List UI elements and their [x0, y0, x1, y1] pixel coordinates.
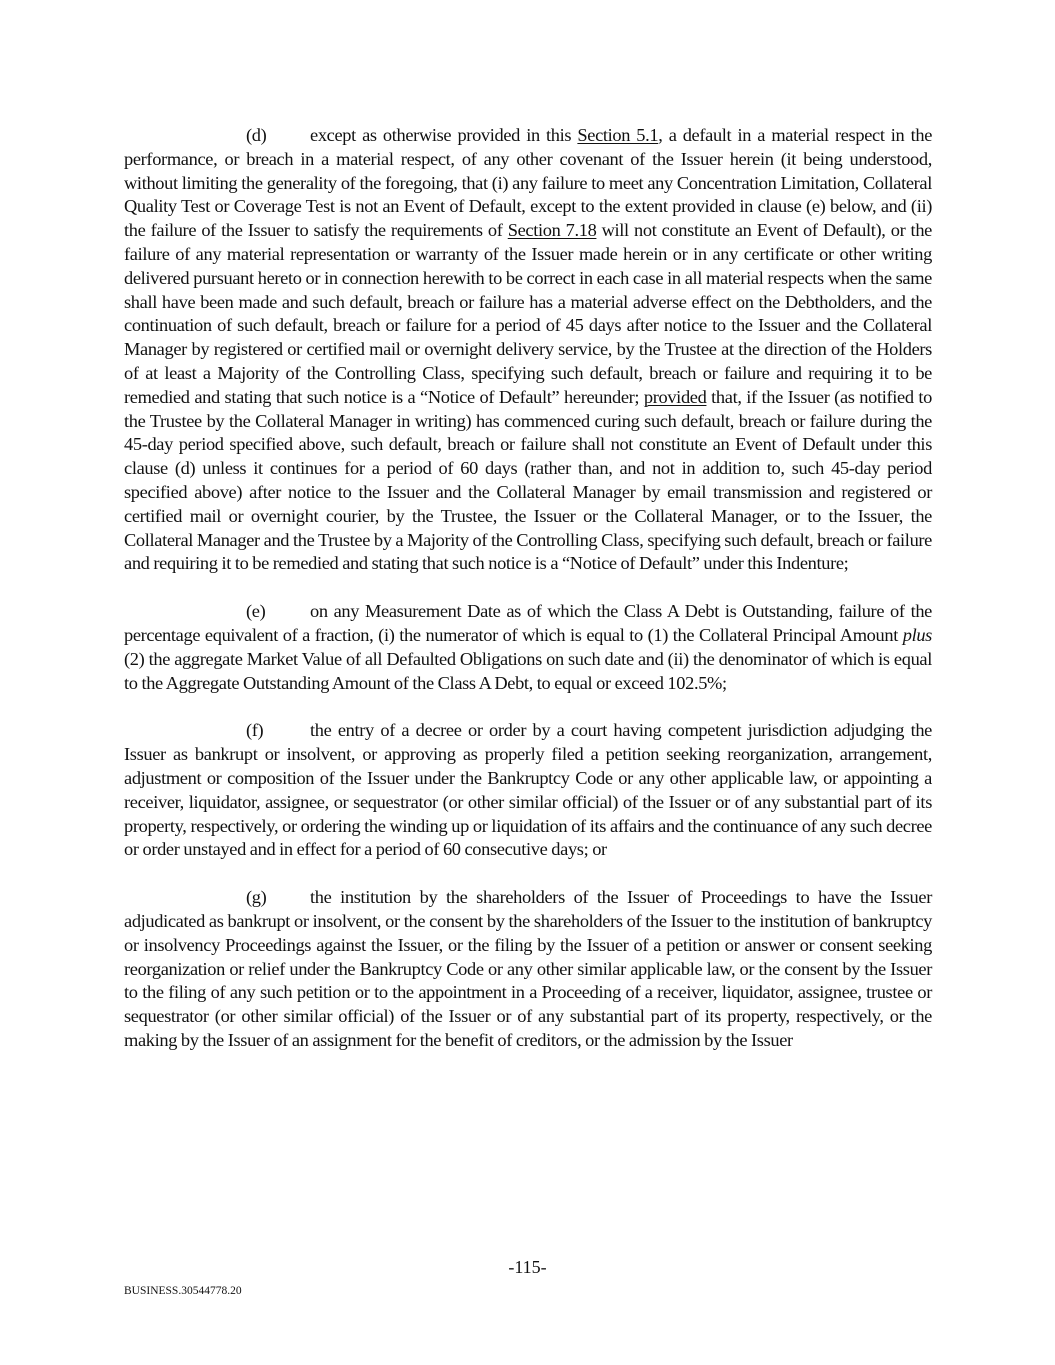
document-body: [124, 124, 932, 1077]
clause-g: (g) the institution by the shareholders of the Issuer of Proceedings to have the Issuer adjudicated as bankrupt or insolvent, or the consent by the shareholders of the Issuer to the institution of bankruptcy or insolvency Proceedings against the Issuer, or the filing by the Issuer of a petition or answer or consent seeking reorganization or relief under the Bankruptcy Code or any other similar applicable law, or the consent by the Issuer to the filing of any such petition or to the appointment in a Proceeding of a receiver, liquidator, assignee, trustee or sequestrator (or other similar official) of the Issuer or of any substantial part of its property, respectively, or the making by the Issuer of an assignment for the benefit of creditors, or the admission by the Issuer: [124, 887, 932, 1050]
clause-e: (e) on any Measurement Date as of which the Class A Debt is Outstanding, failure of the percentage equivalent of a fraction, (i) the numerator of which is equal to (1) the Collateral Principal Amount plus (2) the aggregate Market Value of all Defaulted Obligations on such date and (ii) the denominator of which is equal to the Aggregate Outstanding Amount of the Class A Debt, to equal or exceed 102.5%;: [124, 601, 932, 693]
plus-emphasis: plus: [902, 624, 932, 645]
clause-marker: (e): [246, 601, 266, 622]
clause-d: (d) except as otherwise provided in this Section 5.1, a default in a material respect in the performance, or breach in a material respect, of any other covenant of the Issuer herein (it being understood, without limiting the generality of the foregoing, that (i) any failure to meet any Concentration Limitation, Collateral Quality Test or Coverage Test is not an Event of Default, except to the extent provided in clause (e) below, and (ii) the failure of the Issuer to satisfy the requirements of Section 7.18 will not constitute an Event of Default), or the failure of any material representation or warranty of the Issuer made herein or in any certificate or other writing delivered pursuant hereto or in connection herewith to be correct in each case in all material respects when the same shall have been made and such default, breach or failure has a material adverse effect on the Debtholders, and the continuation of such default, breach or failure for a period of 45 days after notice to the Issuer and the Collateral Manager by registered or certified mail or overnight delivery service, by the Trustee at the direction of the Holders of at least a Majority of the Controlling Class, specifying such default, breach or failure and requiring it to be remedied and stating that such notice is a “Notice of Default” hereunder; provided that, if the Issuer (as notified to the Trustee by the Collateral Manager in writing) has commenced curing such default, breach or failure during the 45-day period specified above, such default, breach or failure shall not constitute an Event of Default under this clause (d) unless it continues for a period of 60 days (rather than, and not in addition to, such 45-day period specified above) after notice to the Issuer and the Collateral Manager by email transmission and registered or certified mail or overnight courier, by the Trustee, the Issuer or the Collateral Manager, or to the Issuer, the Collateral Manager and the Trustee by a Majority of the Controlling Class, specifying such default, breach or failure and requiring it to be remedied and stating that such notice is a “Notice of Default” under this Indenture;: [124, 125, 933, 574]
document-id: BUSINESS.30544778.20: [124, 1285, 242, 1297]
page-number: -115-: [508, 1257, 547, 1277]
section-reference-link: Section 5.1: [577, 125, 659, 145]
clause-marker: (g): [246, 887, 267, 908]
clause-f: (f) the entry of a decree or order by a court having competent jurisdiction adjudging the Issuer as bankrupt or insolvent, or approving as properly filed a petition seeking reorganization, arrangement, adjustment or composition of the Issuer under the Bankruptcy Code or any other applicable law, or appointing a receiver, liquidator, assignee, or sequestrator (or other similar official) of the Issuer or of any substantial part of its property, respectively, or ordering the winding up or liquidation of its affairs and the continuance of any such decree or order unstayed and in effect for a period of 60 consecutive days; or: [124, 720, 932, 860]
clause-marker: (f): [246, 720, 264, 741]
provided-emphasis: provided: [643, 386, 707, 407]
section-reference-link: Section 7.18: [507, 220, 597, 241]
clause-marker: (d): [246, 125, 267, 145]
